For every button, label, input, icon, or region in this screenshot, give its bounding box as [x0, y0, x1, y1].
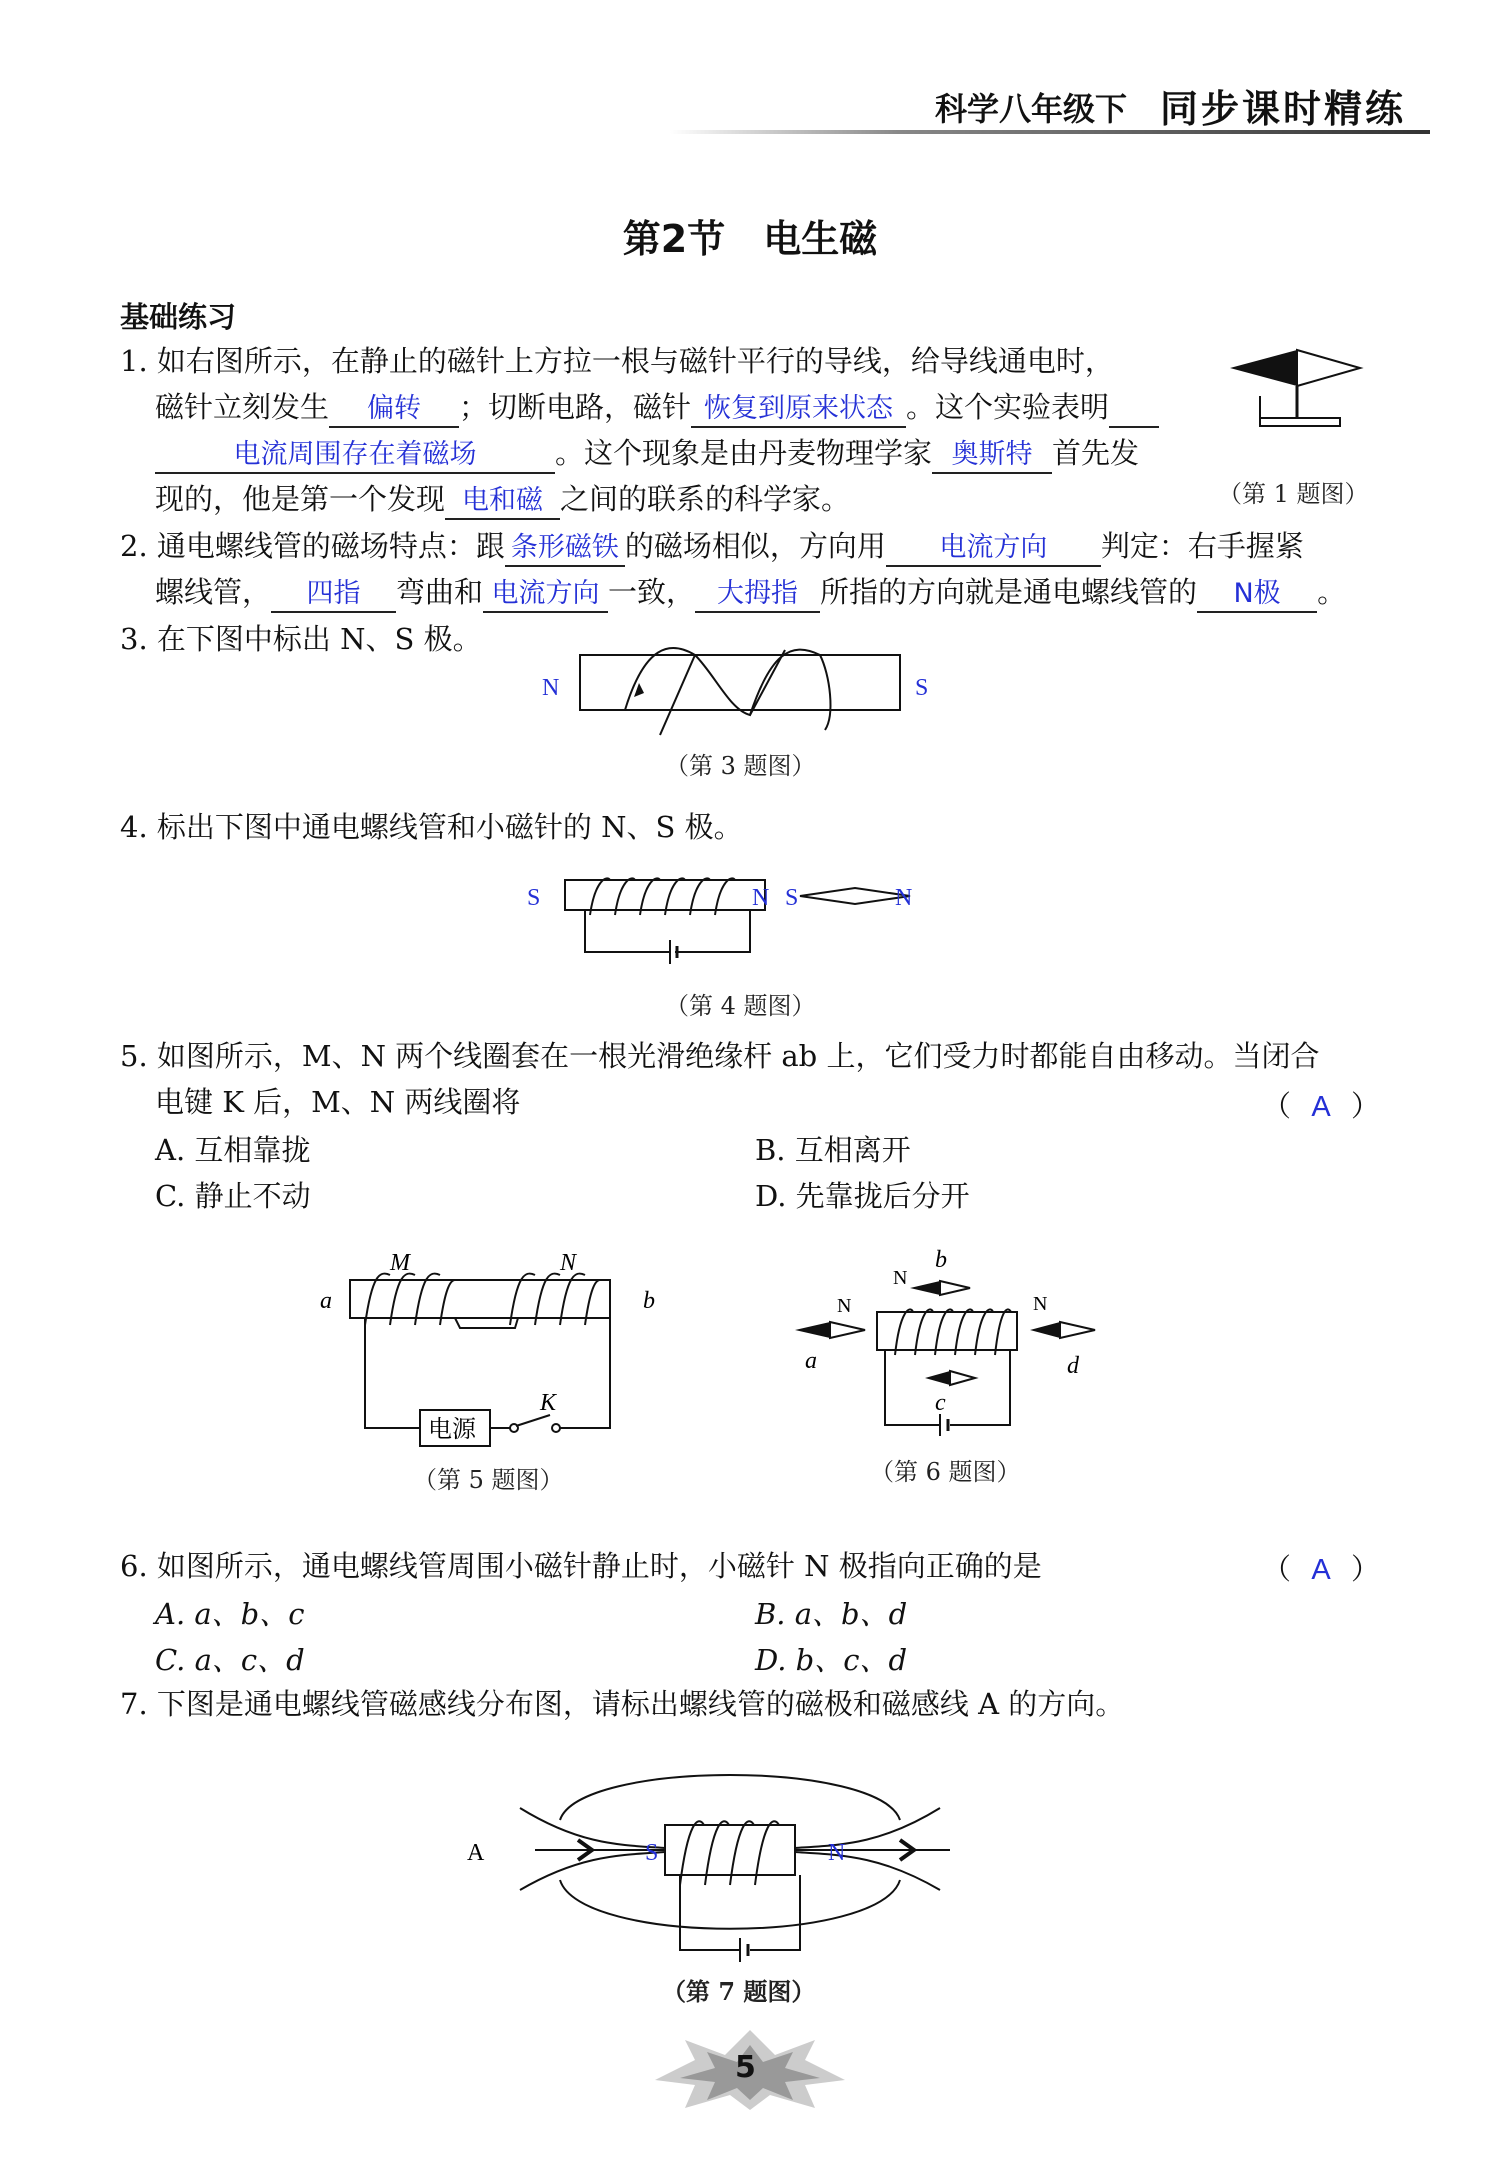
q7-text: 7. 下图是通电螺线管磁感线分布图，请标出螺线管的磁极和磁感线 A 的方向。: [120, 1687, 1125, 1721]
q5-option-c: C. 静止不动: [155, 1179, 311, 1213]
q2-line1: 2. 通电螺线管的磁场特点：跟 条形磁铁 的磁场相似，方向用 电流方向 判定：右手握紧: [120, 525, 1304, 567]
q6-option-c: C. a、c、d: [155, 1643, 305, 1677]
q5-label-m: M: [390, 1250, 410, 1276]
q6-caption: （第 6 题图）: [870, 1458, 1021, 1486]
q1-answer-1: 偏转: [329, 392, 459, 428]
q1-line2: 磁针立刻发生 偏转 ；切断电路，磁针 恢复到原来状态 。这个实验表明: [155, 386, 1159, 428]
q6-option-a: A. a、b、c: [155, 1597, 305, 1631]
q4-coil-left: S: [527, 885, 541, 911]
q6-option-d: D. b、c、d: [755, 1643, 908, 1677]
q6-fig-n-left: N: [837, 1295, 852, 1317]
q3-caption: （第 3 题图）: [665, 752, 816, 780]
q5-label-a: a: [320, 1288, 332, 1314]
q7-caption: （第 7 题图）: [662, 1977, 816, 2006]
q7-label-n: N: [828, 1840, 846, 1866]
q5-line1: 5. 如图所示，M、N 两个线圈套在一根光滑绝缘杆 ab 上，它们受力时都能自由移动。当闭合: [120, 1039, 1320, 1073]
q1-answer-4: 奥斯特: [932, 438, 1052, 474]
q2-answer-4: 电流方向: [483, 577, 608, 613]
q1-answer-5: 电和磁: [445, 484, 560, 520]
q5-option-a: A. 互相靠拢: [155, 1133, 311, 1167]
page-number: 5: [735, 2050, 756, 2085]
q1-line1: 1. 如右图所示，在静止的磁针上方拉一根与磁针平行的导线，给导线通电时，: [120, 344, 1114, 378]
q6-text: 6. 如图所示，通电螺线管周围小磁针静止时，小磁针 N 极指向正确的是: [120, 1549, 1042, 1583]
q6-fig-b: b: [935, 1247, 947, 1273]
section-heading: 基础练习: [120, 300, 237, 334]
q3-text: 3. 在下图中标出 N、S 极。: [120, 622, 482, 656]
q5-line2: 电键 K 后，M、N 两线圈将: [155, 1085, 521, 1119]
q5-label-b: b: [643, 1288, 655, 1314]
q5-caption: （第 5 题图）: [413, 1466, 564, 1494]
q1-line3: 电流周围存在着磁场 。这个现象是由丹麦物理学家 奥斯特 首先发: [155, 432, 1139, 474]
q1-answer-3: 电流周围存在着磁场: [155, 438, 555, 474]
q5-label-power: 电源: [428, 1417, 476, 1443]
q6-fig-a: a: [805, 1348, 817, 1374]
q4-figure-solenoid-needle: [515, 860, 935, 970]
header-series: 同步课时精练: [1160, 87, 1407, 131]
q2-line2: 螺线管， 四指 弯曲和 电流方向 一致， 大拇指 所指的方向就是通电螺线管的 N极 。: [155, 571, 1346, 613]
q4-coil-right: N: [752, 885, 770, 911]
q6-fig-d: d: [1067, 1353, 1079, 1379]
q3-label-right: S: [915, 675, 929, 701]
q6-answer-bracket: （ A ）: [1261, 1552, 1380, 1586]
q5-answer: A: [1311, 1091, 1331, 1123]
q2-answer-6: N极: [1197, 577, 1317, 613]
q6-answer: A: [1311, 1554, 1331, 1586]
q2-answer-5: 大拇指: [695, 577, 820, 613]
q5-figure-coils: [310, 1240, 670, 1465]
q2-answer-3: 四指: [271, 577, 396, 613]
q5-label-n: N: [560, 1250, 577, 1276]
q2-answer-1: 条形磁铁: [505, 531, 625, 567]
q7-label-s: S: [645, 1840, 659, 1866]
q5-answer-bracket: （ A ）: [1261, 1089, 1380, 1123]
page-title: 第2节 电生磁: [622, 217, 878, 261]
q1-answer-2: 恢复到原来状态: [691, 392, 906, 428]
q1-line4: 现的，他是第一个发现 电和磁 之间的联系的科学家。: [155, 478, 850, 520]
q4-needle-left: S: [785, 885, 799, 911]
q2-answer-2: 电流方向: [886, 531, 1101, 567]
q6-fig-n-top: N: [893, 1267, 908, 1289]
q1-figure-needle-wire: [1225, 340, 1365, 450]
q6-option-b: B. a、b、d: [755, 1597, 908, 1631]
q5-option-b: B. 互相离开: [755, 1133, 911, 1167]
q5-label-k: K: [540, 1390, 557, 1416]
q4-text: 4. 标出下图中通电螺线管和小磁针的 N、S 极。: [120, 810, 743, 844]
q1-caption: （第 1 题图）: [1218, 480, 1369, 508]
q4-needle-right: N: [895, 885, 913, 911]
q3-figure-solenoid: [530, 635, 950, 745]
q5-option-d: D. 先靠拢后分开: [755, 1179, 970, 1213]
q6-fig-n-right: N: [1033, 1293, 1048, 1315]
q4-caption: （第 4 题图）: [665, 992, 816, 1020]
q6-fig-c: c: [935, 1390, 946, 1416]
q3-label-left: N: [542, 675, 560, 701]
header-book: 科学八年级下: [935, 90, 1128, 128]
q7-label-a: A: [467, 1840, 485, 1866]
q6-figure-solenoid-needles: [785, 1240, 1125, 1460]
